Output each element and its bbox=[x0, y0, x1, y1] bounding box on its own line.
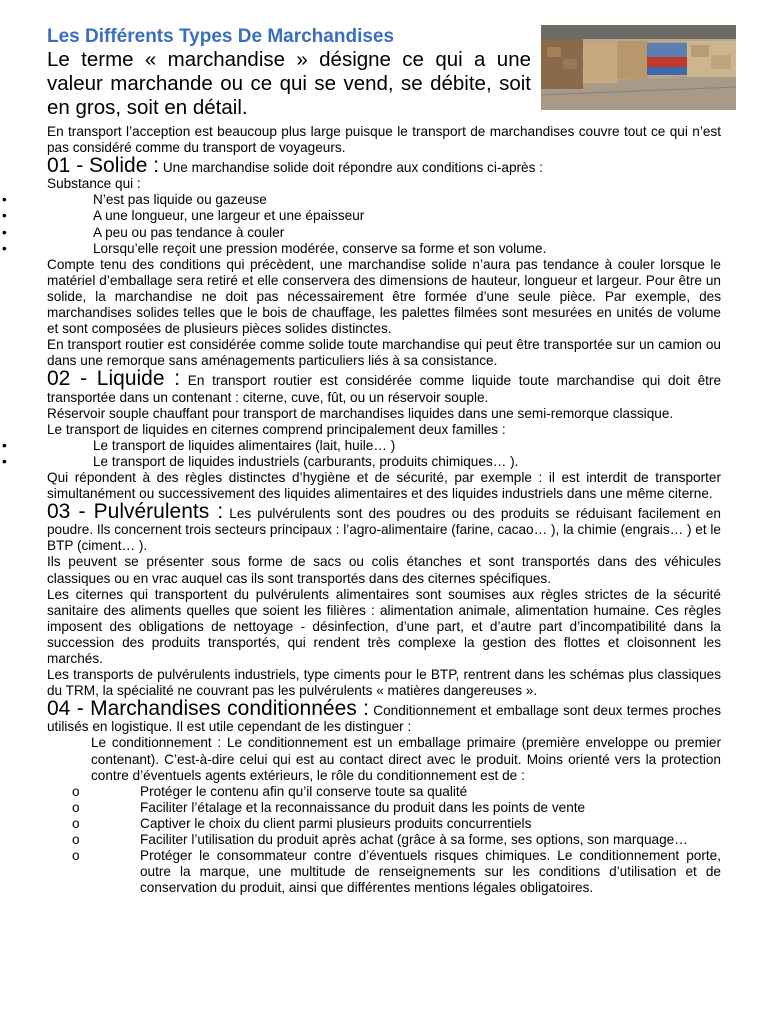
paragraph: Réservoir souple chauffant pour transport de marchandises liquides dans une semi-remorque classique. bbox=[47, 405, 674, 421]
document-title: Les Différents Types De Marchandises bbox=[47, 26, 395, 47]
list-item: • N’est pas liquide ou gazeuse bbox=[47, 192, 721, 208]
section-heading: 04 - Marchandises conditionnées : bbox=[47, 697, 369, 721]
circle-bullet-icon: o bbox=[72, 832, 80, 848]
sub-list-item: o Faciliter l’étalage et la reconnaissance du produit dans les points de vente bbox=[72, 799, 586, 815]
section-lead: Une marchandise solide doit répondre aux conditions ci-après : bbox=[159, 160, 543, 176]
paragraph-conditionnement: Le conditionnement : Le conditionnement est un emballage primaire (première enveloppe ou premier contenant). C’est-à-dire celui qui est au contact direct avec le produit. Moins orienté vers la protection contre d’éventuels agents extérieurs, le rôle du conditionnement est de : bbox=[91, 735, 721, 783]
section-lead: Conditionnement et emballage sont deux termes proches utilisés en logistique. Il est utile cependant de les distinguer : bbox=[47, 703, 721, 735]
substance-label: Substance qui : bbox=[47, 176, 141, 192]
sub-list-item: o Captiver le choix du client parmi plusieurs produits concurrentiels bbox=[72, 815, 532, 831]
sub-list-item: o Faciliter l’utilisation du produit après achat (grâce à sa forme, ses options, son marquage… bbox=[72, 832, 688, 848]
sub-list-item: o Protéger le consommateur contre d’éventuels risques chimiques. Le conditionnement porte, outre la marque, une multitude de renseignements sur les conditions d’utilisation et de conservation du produit, ainsi que différentes mentions légales obligatoires. bbox=[72, 848, 721, 896]
warehouse-photo bbox=[541, 25, 736, 110]
circle-bullet-icon: o bbox=[72, 783, 80, 799]
section-solide bbox=[47, 156, 721, 176]
paragraph: Compte tenu des conditions qui précèdent, une marchandise solide n’aura pas tendance à couler lorsque le matériel d’emballage sera retiré et elle conservera des dimensions de hauteur, longueur et largeur. Pour être un solide, la marchandise ne doit pas nécessairement être formée d’une seule pièce. Par exemple, des marchandises solides telles que le bois de chauffage, les palettes filmées sont mesurées en unités de volume et sont composées de plusieurs pièces solides distinctes. bbox=[47, 256, 721, 337]
sub-list-item: o Protéger le contenu afin qu’il conserve toute sa qualité bbox=[72, 783, 468, 799]
section-heading: 02 - Liquide : bbox=[47, 367, 181, 391]
paragraph: Les transports de pulvérulents industriels, type ciments pour le BTP, rentrent dans les schémas plus classiques du TRM, la spécialité ne couvrant pas les pulvérulents « matières dangereuses ». bbox=[47, 667, 721, 699]
lead-paragraph: Le terme « marchandise » désigne ce qui a une valeur marchande ou ce qui se vend, se débite, soit en gros, soit en détail. bbox=[47, 48, 531, 119]
circle-bullet-icon: o bbox=[72, 799, 80, 815]
list-item: • Le transport de liquides industriels (carburants, produits chimiques… ). bbox=[47, 454, 721, 470]
list-item: • Lorsqu’elle reçoit une pression modérée, conserve sa forme et son volume. bbox=[47, 241, 721, 257]
section-lead: Les pulvérulents sont des poudres ou des produits se réduisant facilement en poudre. Ils concernent trois secteurs principaux : l’agro-alimentaire (farine, cacao… ), la chimie (engrais… ) et le BTP (ciment… ). bbox=[47, 506, 721, 554]
list-item: • A une longueur, une largeur et une épaisseur bbox=[47, 208, 721, 224]
circle-bullet-icon: o bbox=[72, 815, 80, 831]
paragraph: Les citernes qui transportent du pulvérulents alimentaires sont soumises aux règles strictes de la sécurité sanitaire des aliments quelles que soient les filières : alimentation animale, alimentation humaine. Ces règles imposent des obligations de nettoyage - désinfection, d’une part, et d’autre part d’incompatibilité dans la succession des produits transportés, qui rendent très complexe la gestion des flottes et cloisonnent les marchés. bbox=[47, 586, 721, 666]
document-body bbox=[47, 124, 721, 896]
paragraph: Le transport de liquides en citernes comprend principalement deux familles : bbox=[47, 421, 506, 437]
circle-bullet-icon: o bbox=[72, 848, 80, 864]
list-item: • A peu ou pas tendance à couler bbox=[47, 225, 721, 241]
paragraph: Qui répondent à des règles distinctes d’hygiène et de sécurité, par exemple : il est interdit de transporter simultanément ou successivement des liquides alimentaires et des liquides industriels dans une même citerne. bbox=[47, 469, 721, 502]
warehouse-image bbox=[541, 25, 736, 110]
section-lead: En transport routier est considérée comme liquide toute marchandise qui doit être transportée dans un contenant : citerne, cuve, fût, ou un réservoir souple. bbox=[47, 373, 722, 405]
section-pulverulents bbox=[47, 502, 721, 554]
section-heading: 01 - Solide : bbox=[47, 154, 160, 178]
section-liquide bbox=[47, 369, 721, 405]
paragraph: En transport routier est considérée comme solide toute marchandise qui peut être transportée sur un camion ou dans une remorque sans aménagements particuliers liés à sa consistance. bbox=[47, 337, 721, 369]
section-conditionnees bbox=[47, 699, 721, 735]
section-heading: 03 - Pulvérulents : bbox=[47, 500, 224, 524]
intro-paragraph: En transport l’acception est beaucoup plus large puisque le transport de marchandises couvre tout ce qui n’est pas considéré comme du transport de voyageurs. bbox=[47, 124, 721, 156]
list-item: • Le transport de liquides alimentaires (lait, huile… ) bbox=[47, 438, 721, 454]
paragraph: Ils peuvent se présenter sous forme de sacs ou colis étanches et sont transportés dans des véhicules classiques ou en vrac auquel cas ils sont transportés dans des citernes spécifiques. bbox=[47, 554, 721, 586]
